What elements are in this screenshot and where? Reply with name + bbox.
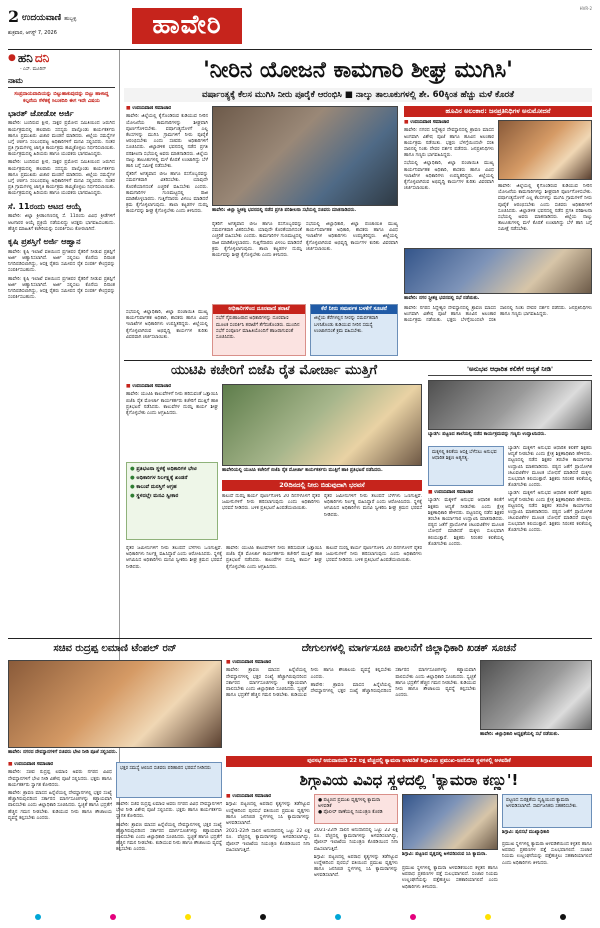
learning-reporter [428,490,504,496]
guidelines-reporter [226,660,476,666]
utp-text-2 [126,546,422,571]
bullet-icon: ■ [226,794,231,799]
bullet-icon: ■ [8,762,13,767]
camera-point-2: ● ಪೊಲೀಸ್ ಠಾಣೆಯಲ್ಲಿ ನಿಯಂತ್ರಣ ಕೊಠಡಿ [318,810,383,816]
guidelines-reporter-name: ಉದಯವಾಣಿ ಸಮಾಚಾರ [232,660,272,665]
temple-run-para-4: ಹಾವೇರಿ: ಶ್ರಾವಣ ಮಾಸದ ಹಿನ್ನೆಲೆಯಲ್ಲಿ ದೇವಸ್ಥಾನಗಳಲ್ಲಿ ಭಕ್ತರ ಸಂಖ್ಯೆ ಹೆಚ್ಚಾಗಿರುವುದರಿಂದ ಸರ್ಕಾರದ ಮಾರ್ಗಸೂಚಿಗಳನ್ನು ಕಡ್ಡಾಯವಾಗಿ ಪಾಲಿಸಬೇಕು ಎಂದು ಜಿಲ್ಲಾಧಿಕಾರಿ ಸೂಚಿಸಿದರು. ಸ್ವಚ್ಛತೆ ಹಾಗೂ ಭದ್ರತೆಗೆ ಹೆಚ್ಚಿನ ಗಮನ ನೀಡಬೇಕು. ಕುಡಿಯುವ ನೀರು ಹಾಗೂ ಶೌಚಾಲಯ ವ್ಯವಸ್ಥೆ ಕಲ್ಪಿಸಬೇಕು ಎಂದರು. [116,822,222,853]
camera-col-4 [502,842,592,908]
guidelines-caption: ಹಾವೇರಿ: ಜಿಲ್ಲಾಧಿಕಾರಿ ಅಧ್ಯಕ್ಷತೆಯಲ್ಲಿ ಸಭೆ ನಡೆಯಿತು. [480,732,560,737]
camera-para-5: ಪ್ರಮುಖ ಸ್ಥಳಗಳಲ್ಲಿ ಕ್ಯಾಮರಾ ಅಳವಡಿಕೆಯಿಂದ ಕಳ್ಳತನ ಹಾಗೂ ಅಪರಾಧ ಪ್ರಕರಣಗಳ ಪತ್ತೆ ಸುಲಭವಾಗಲಿದೆ. ಸಂಚಾರ ನಿಯಮ ಉಲ್ಲಂಘನೆಯನ್ನು ಪತ್ತೆಹಚ್ಚಲು ಸಹಕಾರಿಯಾಗಲಿದೆ ಎಂದು ಅಧಿಕಾರಿಗಳು ತಿಳಿಸಿದರು. [402,866,498,890]
edition-title: ಹಾವೇರಿ [132,8,242,44]
temple-run-caption: ಹಾವೇರಿ: ನಗರದ ದೇವಸ್ಥಾನಗಳಿಗೆ ಸಚಿವರು ಭೇಟಿ ನೀಡಿ ಪೂಜೆ ಸಲ್ಲಿಸಿದರು. [8,750,118,755]
hani-quote: ಸಂಪ್ರದಾಯವಾದಿಯನ್ನು ಬಿಟ್ಟುಹಾಕುವುದನ್ನು ಬಿಟ್ಟು ಹಾಳಾದ್ದ ಕಲ್ಪನೆಯ ಸೆಳೆತಕ್ಕೆ ಸಿಲುಕದಿರಿ ಈಗ ಇದೇ ವಿಷಯ [14,91,109,104]
right-top-photo [498,120,592,180]
utp-para-2: ರೈತರ ಜಮೀನುಗಳಿಗೆ ನೀರು ತಲುಪದೆ ಬೆಳೆಗಳು ಒಣಗುತ್ತಿವೆ. ಅಧಿಕಾರಿಗಳು ನಿರ್ಲಕ್ಷ್ಯ ವಹಿಸಿದ್ದಾರೆ ಎಂದು ಆರೋಪಿಸಿದರು. ಸ್ಥಳಕ್ಕೆ ಆಗಮಿಸಿದ ಅಧಿಕಾರಿಗಳು ಮನವಿ ಸ್ವೀಕರಿಸಿ ಶೀಘ್ರ ಕ್ರಮದ ಭರವಸೆ ನೀಡಿದರು. [126,546,222,570]
registration-marks [0,912,600,922]
utp-col-lower [126,546,422,634]
black-mark-icon [560,914,566,920]
magenta-mark-icon [110,914,116,920]
paper-suffix: ಹುಬ್ಬಳ್ಳಿ [64,16,77,22]
learning-quote-box [428,446,504,486]
cyan-mark-icon [35,914,41,920]
hani-byline: - ಎಸ್. ಮೂರಿನ್ [20,67,47,73]
learning-text-1 [428,498,504,548]
water-promise-text-col [222,494,422,544]
utp-protest-headline: ಯುಟಿಪಿ ಕಚೇರಿಗೆ ಬಿಜೆಪಿ ರೈತ ಮೋರ್ಚಾ ಮುತ್ತಿಗೆ [170,363,378,378]
bullet-icon: ■ [226,660,231,665]
cyan-mark-icon [335,914,341,920]
bullet-dot-icon: ● [130,493,135,500]
right-top-caption: ಹಾವೇರಿ: ನಗರ ಸ್ತ್ರೀಶಕ್ತಿ ಭವನದಲ್ಲಿ ಸಭೆ ನಡೆಯಿತು. [404,296,480,301]
temple-run-headline: ಸಚಿವ ರುದ್ರಪ್ಪ ಲಮಾಣಿ ಟೆಂಪಲ್ ರನ್ [53,643,177,654]
dateline: ಶುಕ್ರವಾರ, ಆಗಸ್ಟ್ 7, 2026 [8,30,57,36]
hani-label: ಹನಿ [17,51,33,65]
officials-call-title: ಅಧಿಕಾರಿಗಳಿಂದ ದೂರವಾಣಿ ತರಾಟೆ [213,305,305,314]
paper-name [22,12,76,24]
main-headline: 'ನೀರಿನ ಯೋಜನೆ ಕಾಮಗಾರಿ ಶೀಘ್ರ ಮುಗಿಸಿ' [203,58,513,83]
water-promise-banner: 20ದಿನದಲ್ಲಿ ನೀರು ಬಿಡುವುದಾಗಿ ಭರವಸೆ [222,480,422,491]
utp-highlight-3-text: ಕಾಲುವೆ ದುರಸ್ತಿಗೆ ಆಗ್ರಹ [136,484,177,491]
lake-water-box [310,304,398,356]
learning-reporter-name: ಉದಯವಾಣಿ ಸಮಾಚಾರ [434,490,474,495]
magenta-mark-icon [410,914,416,920]
utp-col-1 [126,384,218,456]
water-promise-para: ಕಾಲುವೆ ದುರಸ್ತಿ ಕಾರ್ಯ ಪೂರ್ಣಗೊಳಿಸಿ 20 ದಿನಗಳೊಳಗೆ ರೈತರ ಜಮೀನುಗಳಿಗೆ ನೀರು ಹರಿಸಲಾಗುವುದು ಎಂದು ಅಧಿಕಾರಿಗಳು ಭರವಸೆ ನೀಡಿದರು. ಬಳಿಕ ಪ್ರತಿಭಟನೆ ಹಿಂಪಡೆಯಲಾಯಿತು. [222,494,320,512]
camera-para-6: ಪ್ರಮುಖ ಸ್ಥಳಗಳಲ್ಲಿ ಕ್ಯಾಮರಾ ಅಳವಡಿಕೆಯಿಂದ ಕಳ್ಳತನ ಹಾಗೂ ಅಪರಾಧ ಪ್ರಕರಣಗಳ ಪತ್ತೆ ಸುಲಭವಾಗಲಿದೆ. ಸಂಚಾರ ನಿಯಮ ಉಲ್ಲಂಘನೆಯನ್ನು ಪತ್ತೆಹಚ್ಚಲು ಸಹಕಾರಿಯಾಗಲಿದೆ ಎಂದು ಅಧಿಕಾರಿಗಳು ತಿಳಿಸಿದರು. [502,842,592,866]
utp-highlight-1-text: ಪ್ರತಿಭಟನಾ ಸ್ಥಳಕ್ಕೆ ಅಧಿಕಾರಿಗಳ ಭೇಟಿ [136,466,197,472]
utp-photo-caption: ಹಾವೇರಿಯಲ್ಲಿ ಯುಟಿಪಿ ಕಚೇರಿಗೆ ಬಿಜೆಪಿ ರೈತ ಮೋರ್ಚಾ ಕಾರ್ಯಕರ್ತರು ಮುತ್ತಿಗೆ ಹಾಕಿ ಪ್ರತಿಭಟನೆ ನಡೆಸಿದರು. [222,468,383,473]
utp-text-1 [126,392,218,417]
camera-photo [402,794,498,850]
camera-headline: ಶಿಗ್ಗಾವಿಯ ವಿವಿಧ ಸ್ಥಳದಲ್ಲಿ 'ಕ್ಯಾಮರಾ ಕಣ್ಣು'! [299,771,519,789]
temple-run-reporter-name: ಉದಯವಾಣಿ ಸಮಾಚಾರ [14,762,54,767]
temple-run-col-2 [116,802,222,908]
main-reporter [126,106,208,112]
left-section-2-para: ಹಾವೇರಿ: ಜಿಲ್ಲಾ ಕ್ರೀಡಾಂಗಣದಲ್ಲಿ ಸೆ. 11ರಂದು ವಿವಿಧ ಕ್ರೀಡೆಗಳಿಗೆ ಆಟಗಾರರ ಆಯ್ಕೆ ಪ್ರಕ್ರಿಯೆ ನಡೆಯಲಿದ್ದು ಆಸಕ್ತರು ಭಾಗವಹಿಸಬಹುದು. ಹೆಚ್ಚಿನ ಮಾಹಿತಿಗೆ ಕಚೇರಿಯನ್ನು ಸಂಪರ್ಕಿಸಲು ಕೋರಲಾಗಿದೆ. [8,214,115,232]
right-top-col-2-para: ಹಾವೇರಿ: ಜಿಲ್ಲೆಯಲ್ಲಿ ಕೈಗೊಂಡಿರುವ ಕುಡಿಯುವ ನೀರಿನ ಯೋಜನೆಯ ಕಾಮಗಾರಿಗಳನ್ನು ಶೀಘ್ರವಾಗಿ ಪೂರ್ಣಗೊಳಿಸಬೇಕು. ವರ್ಷಾಂತ್ಯದೊಳಗೆ ಎಲ್ಲ ಕೆಲಸಗಳನ್ನು ಮುಗಿಸಿ ಗ್ರಾಮಗಳಿಗೆ ನೀರು ಪೂರೈಕೆ ಆರಂಭಿಸಬೇಕು ಎಂದು ಸಚಿವರು ಅಧಿಕಾರಿಗಳಿಗೆ ಸೂಚಿಸಿದರು. ಜಿಲ್ಲಾಡಳಿತ ಭವನದಲ್ಲಿ ನಡೆದ ಪ್ರಗತಿ ಪರಿಶೀಲನಾ ಸಭೆಯಲ್ಲಿ ಅವರು ಮಾತನಾಡಿದರು. ಜಿಲ್ಲೆಯ ನಾಲ್ಕು ತಾಲೂಕುಗಳಲ್ಲಿ ಮಳೆ ಕೊರತೆ ಉಂಟಾಗಿದ್ದು ಬೆಳೆ ಹಾನಿ ಬಗ್ಗೆ ಸಮೀಕ್ಷೆ ನಡೆಸಬೇಕು. [498,184,592,233]
right-top-para: ಹಾವೇರಿ: ನಗರದ ಸಿದ್ದೇಶ್ವರ ದೇವಸ್ಥಾನದಲ್ಲಿ ಶ್ರಾವಣ ಮಾಸದ ಅಂಗವಾಗಿ ವಿಶೇಷ ಪೂಜೆ ಹಾಗೂ ಹೂವಿನ ಅಲಂಕಾರ ಕಾರ್ಯಕ್ರಮ ನಡೆಯಿತು. ಭಕ್ತರು ಬೆಳಗ್ಗೆಯಿಂದಲೇ ಸರತಿ ಸಾಲಿನಲ್ಲಿ ನಿಂತು ದೇವರ ದರ್ಶನ ಪಡೆದರು. ಜನಪ್ರತಿನಿಧಿಗಳು ಹಾಗೂ ಗಣ್ಯರು ಭಾಗವಹಿಸಿದ್ದರು. [404,128,494,159]
bullet-icon: ■ [126,106,131,111]
right-top-photo-2 [404,248,592,294]
utp-para-1: ಹಾವೇರಿ: ಯುಟಿಪಿ ಕಾಲುವೆಗಳಿಗೆ ನೀರು ಹರಿಸುವಂತೆ ಒತ್ತಾಯಿಸಿ ಬಿಜೆಪಿ ರೈತ ಮೋರ್ಚಾ ಕಾರ್ಯಕರ್ತರು ಕಚೇರಿಗೆ ಮುತ್ತಿಗೆ ಹಾಕಿ ಪ್ರತಿಭಟನೆ ನಡೆಸಿದರು. ಕಾಲುವೆಗಳ ದುರಸ್ತಿ ಕಾರ್ಯ ಶೀಘ್ರ ಕೈಗೊಳ್ಳಬೇಕು ಎಂದು ಆಗ್ರಹಿಸಿದರು. [126,392,218,417]
camera-para-1: ಶಿಗ್ಗಾವಿ: ಪಟ್ಟಣದಲ್ಲಿ ಅಪರಾಧ ಕೃತ್ಯಗಳನ್ನು ತಡೆಗಟ್ಟುವ ಉದ್ದೇಶದಿಂದ ಪುರಸಭೆ ವತಿಯಿಂದ ಪ್ರಮುಖ ವೃತ್ತಗಳು ಹಾಗೂ ಜನನಿಬಿಡ ಸ್ಥಳಗಳಲ್ಲಿ ಸಿಸಿ ಕ್ಯಾಮರಾಗಳನ್ನು ಅಳವಡಿಸಲಾಗಿದೆ. [226,802,310,827]
main-col-1b-para: ಸಭೆಯಲ್ಲಿ ಜಿಲ್ಲಾಧಿಕಾರಿ, ಜಿಲ್ಲಾ ಪಂಚಾಯಿತಿ ಮುಖ್ಯ ಕಾರ್ಯನಿರ್ವಾಹಕ ಅಧಿಕಾರಿ, ಶಾಸಕರು ಹಾಗೂ ವಿವಿಧ ಇಲಾಖೆಗಳ ಅಧಿಕಾರಿಗಳು ಉಪಸ್ಥಿತರಿದ್ದರು. ಜಿಲ್ಲೆಯಲ್ಲಿ ಕೈಗೊಳ್ಳಲಾಗಿರುವ ಅಭಿವೃದ್ಧಿ ಕಾರ್ಯಗಳ ಕುರಿತು ವಿವರವಾಗಿ ಚರ್ಚಿಸಲಾಯಿತು. [126,310,208,340]
left-section-3-title: ಕೃಷಿ ಪ್ರಶಸ್ತಿಗೆ ಅರ್ಜಿ ಆಹ್ವಾನ [8,236,81,246]
main-story-col-1 [126,106,208,306]
utp-protest-photo [222,384,422,466]
left-section-1-para-2: ಹಾವೇರಿ: ಬಂದಿರುವ ಕ್ಷೀರ, ಸಾಕ್ಷರ ಪ್ರಮೋದ ಸಮಿತಿಯಿಂದ ಜರುಗಿದ ಕಾರ್ಯಕ್ರಮದಲ್ಲಿ ಹಲವಾರು ಸದಸ್ಯರು ಪಾಲ್ಗೊಂಡು ಕಾರ್ಯಕರ್ತರು ಹಾಗೂ ಪ್ರಮುಖರು ವಿಚಾರ ಮಂಡನೆ ಮಾಡಿದರು. ಜಿಲ್ಲೆಯ ಸಮಸ್ಯೆಗಳ ಬಗ್ಗೆ ಚರ್ಚಿಸಿ ಸಂಬಂಧಪಟ್ಟ ಅಧಿಕಾರಿಗಳಿಗೆ ಮನವಿ ಸಲ್ಲಿಸಿದರು. ನಂತರ ಪ್ರತಿ ಗ್ರಾಮಗಳಲ್ಲಿ ಜಾಗೃತಿ ಕಾರ್ಯಕ್ರಮ ಹಮ್ಮಿಕೊಳ್ಳಲು ನಿರ್ಧರಿಸಲಾಯಿತು. ಕಾರ್ಯಕ್ರಮದಲ್ಲಿ ಹಿರಿಯರು ಹಾಗೂ ಯುವಕರು ಭಾಗವಹಿಸಿದ್ದರು. [8,160,115,197]
camera-caption: ಶಿಗ್ಗಾವಿ: ಪಟ್ಟಣದ ವೃತ್ತದಲ್ಲಿ ಅಳವಡಿಸಿರುವ ಸಿಸಿ ಕ್ಯಾಮರಾ. [402,852,487,857]
left-section-3-para-2: ಹಾವೇರಿ: ಕೃಷಿ ಇಲಾಖೆ ವತಿಯಿಂದ ಪ್ರಗತಿಪರ ರೈತರಿಗೆ ನೀಡುವ ಪ್ರಶಸ್ತಿಗೆ ಅರ್ಜಿ ಆಹ್ವಾನಿಸಲಾಗಿದೆ. ಅರ್ಜಿ ಸಲ್ಲಿಸಲು ಕೊನೆಯ ದಿನಾಂಕ ನಿಗದಿಪಡಿಸಲಾಗಿದ್ದು, ಆಸಕ್ತ ರೈತರು ಸಮೀಪದ ರೈತ ಸಂಪರ್ಕ ಕೇಂದ್ರವನ್ನು ಸಂಪರ್ಕಿಸಬಹುದು. [8,276,115,301]
left-section-2-text [8,214,115,233]
main-col-1-para-2: ರೈತರಿಗೆ ಅಗತ್ಯವಾದ ಬೀಜ ಹಾಗೂ ರಸಗೊಬ್ಬರವನ್ನು ಸಮರ್ಪಕವಾಗಿ ವಿತರಿಸಬೇಕು. ಯಾವುದೇ ಕೊರತೆಯಾಗದಂತೆ ಎಚ್ಚರಿಕೆ ವಹಿಸಬೇಕು ಎಂದರು. ಕಾಮಗಾರಿಗಳ ಗುಣಮಟ್ಟದಲ್ಲಿ ರಾಜಿ ಮಾಡಿಕೊಳ್ಳಬಾರದು. ಗುತ್ತಿಗೆದಾರರು ವಿಳಂಬ ಮಾಡಿದರೆ ಕ್ರಮ ಕೈಗೊಳ್ಳಲಾಗುವುದು. ಶಾಲಾ ಕಟ್ಟಡಗಳ ದುರಸ್ತಿ ಕಾರ್ಯವನ್ನು ಶೀಘ್ರ ಕೈಗೊಳ್ಳಬೇಕು ಎಂದು ತಿಳಿಸಿದರು. [126,172,208,215]
learning-headline: 'ಅನುಭವ ಆಧಾರಿತ ಕಲಿಕೆಗೆ ಆದ್ಯತೆ ನೀಡಿ' [428,362,592,376]
main-story-photo [212,106,398,206]
camera-para-3: 2021-22ನೇ ಸಾಲಿನ ಅನುದಾನದಲ್ಲಿ ಒಟ್ಟು 22 ಲಕ್ಷ ರೂ. ವೆಚ್ಚದಲ್ಲಿ ಕ್ಯಾಮರಾಗಳನ್ನು ಅಳವಡಿಸಲಾಗಿದ್ದು, ಪೊಲೀಸ್ ಇಲಾಖೆಯ ನಿಯಂತ್ರಣ ಕೊಠಡಿಯಿಂದ ನಿಗಾ ವಹಿಸಲಾಗುತ್ತಿದೆ. [314,828,398,852]
utp-para-3: ಹಾವೇರಿ: ಯುಟಿಪಿ ಕಾಲುವೆಗಳಿಗೆ ನೀರು ಹರಿಸುವಂತೆ ಒತ್ತಾಯಿಸಿ ಬಿಜೆಪಿ ರೈತ ಮೋರ್ಚಾ ಕಾರ್ಯಕರ್ತರು ಕಚೇರಿಗೆ ಮುತ್ತಿಗೆ ಹಾಕಿ ಪ್ರತಿಭಟನೆ ನಡೆಸಿದರು. ಕಾಲುವೆಗಳ ದುರಸ್ತಿ ಕಾರ್ಯ ಶೀಘ್ರ ಕೈಗೊಳ್ಳಬೇಕು ಎಂದು ಆಗ್ರಹಿಸಿದರು. [226,546,322,570]
right-top-col-3-para: ಹಾವೇರಿ: ನಗರದ ಸಿದ್ದೇಶ್ವರ ದೇವಸ್ಥಾನದಲ್ಲಿ ಶ್ರಾವಣ ಮಾಸದ ಅಂಗವಾಗಿ ವಿಶೇಷ ಪೂಜೆ ಹಾಗೂ ಹೂವಿನ ಅಲಂಕಾರ ಕಾರ್ಯಕ್ರಮ ನಡೆಯಿತು. ಭಕ್ತರು ಬೆಳಗ್ಗೆಯಿಂದಲೇ ಸರತಿ ಸಾಲಿನಲ್ಲಿ ನಿಂತು ದೇವರ ದರ್ಶನ ಪಡೆದರು. ಜನಪ್ರತಿನಿಧಿಗಳು ಹಾಗೂ ಗಣ್ಯರು ಭಾಗವಹಿಸಿದ್ದರು. [404,306,592,324]
learning-para-1: ಬ್ಯಾಡಗಿ: ಮಕ್ಕಳಿಗೆ ಅನುಭವ ಆಧಾರಿತ ಕಲಿಕೆಗೆ ಶಿಕ್ಷಕರು ಆದ್ಯತೆ ನೀಡಬೇಕು ಎಂದು ಕ್ಷೇತ್ರ ಶಿಕ್ಷಣಾಧಿಕಾರಿ ಹೇಳಿದರು. ಪಟ್ಟಣದಲ್ಲಿ ನಡೆದ ಶಿಕ್ಷಕರ ತರಬೇತಿ ಕಾರ್ಯಾಗಾರ ಉದ್ಘಾಟಿಸಿ ಮಾತನಾಡಿದರು. ಪಠ್ಯದ ಜತೆಗೆ ಪ್ರಾಯೋಗಿಕ ಚಟುವಟಿಕೆಗಳ ಮೂಲಕ ಬೋಧನೆ ಮಾಡಿದರೆ ಮಕ್ಕಳು ಸುಲಭವಾಗಿ ಕಲಿಯುತ್ತಾರೆ. ಶಿಕ್ಷಕರು ನಿರಂತರ ಕಲಿಕೆಯಲ್ಲಿ ತೊಡಗಬೇಕು ಎಂದರು. [428,498,504,547]
temple-run-box-text: ಭಕ್ತರ ಸಮಸ್ಯೆ ಆಲಿಸಿದ ಸಚಿವರು ಪರಿಹಾರದ ಭರವಸೆ ನೀಡಿದರು [120,766,211,771]
camera-points-box [314,794,398,824]
camera-point-2-text: ಪೊಲೀಸ್ ಠಾಣೆಯಲ್ಲಿ ನಿಯಂತ್ರಣ ಕೊಠಡಿ [323,810,383,816]
camera-text-2 [314,828,398,880]
right-top-col-2 [498,184,592,246]
namu-title: ನಾಮ [8,76,115,88]
utp-highlight-2 [130,475,214,482]
temple-run-text-2 [116,802,222,854]
camera-col-1 [226,794,310,908]
section-rule-2 [8,638,592,639]
main-col-2-para: ರೈತರಿಗೆ ಅಗತ್ಯವಾದ ಬೀಜ ಹಾಗೂ ರಸಗೊಬ್ಬರವನ್ನು ಸಮರ್ಪಕವಾಗಿ ವಿತರಿಸಬೇಕು. ಯಾವುದೇ ಕೊರತೆಯಾಗದಂತೆ ಎಚ್ಚರಿಕೆ ವಹಿಸಬೇಕು ಎಂದರು. ಕಾಮಗಾರಿಗಳ ಗುಣಮಟ್ಟದಲ್ಲಿ ರಾಜಿ ಮಾಡಿಕೊಳ್ಳಬಾರದು. ಗುತ್ತಿಗೆದಾರರು ವಿಳಂಬ ಮಾಡಿದರೆ ಕ್ರಮ ಕೈಗೊಳ್ಳಲಾಗುವುದು. ಶಾಲಾ ಕಟ್ಟಡಗಳ ದುರಸ್ತಿ ಕಾರ್ಯವನ್ನು ಶೀಘ್ರ ಕೈಗೊಳ್ಳಬೇಕು ಎಂದು ತಿಳಿಸಿದರು. [212,222,302,258]
right-top-col-3 [404,306,592,358]
learning-para-3: ಬ್ಯಾಡಗಿ: ಮಕ್ಕಳಿಗೆ ಅನುಭವ ಆಧಾರಿತ ಕಲಿಕೆಗೆ ಶಿಕ್ಷಕರು ಆದ್ಯತೆ ನೀಡಬೇಕು ಎಂದು ಕ್ಷೇತ್ರ ಶಿಕ್ಷಣಾಧಿಕಾರಿ ಹೇಳಿದರು. ಪಟ್ಟಣದಲ್ಲಿ ನಡೆದ ಶಿಕ್ಷಕರ ತರಬೇತಿ ಕಾರ್ಯಾಗಾರ ಉದ್ಘಾಟಿಸಿ ಮಾತನಾಡಿದರು. ಪಠ್ಯದ ಜತೆಗೆ ಪ್ರಾಯೋಗಿಕ ಚಟುವಟಿಕೆಗಳ ಮೂಲಕ ಬೋಧನೆ ಮಾಡಿದರೆ ಮಕ್ಕಳು ಸುಲಭವಾಗಿ ಕಲಿಯುತ್ತಾರೆ. ಶಿಕ್ಷಕರು ನಿರಂತರ ಕಲಿಕೆಯಲ್ಲಿ ತೊಡಗಬೇಕು ಎಂದರು. [508,491,592,534]
temple-run-box [116,762,222,798]
paper-title: ಉದಯವಾಣಿ [22,13,62,23]
temple-run-para-3: ಹಾವೇರಿ: ಸಚಿವ ರುದ್ರಪ್ಪ ಲಮಾಣಿ ಅವರು ನಗರದ ವಿವಿಧ ದೇವಸ್ಥಾನಗಳಿಗೆ ಭೇಟಿ ನೀಡಿ ವಿಶೇಷ ಪೂಜೆ ಸಲ್ಲಿಸಿದರು. ಭಕ್ತರು ಹಾಗೂ ಕಾರ್ಯಕರ್ತರು ಸ್ವಾಗತ ಕೋರಿದರು. [116,802,222,820]
left-section-3-para: ಹಾವೇರಿ: ಕೃಷಿ ಇಲಾಖೆ ವತಿಯಿಂದ ಪ್ರಗತಿಪರ ರೈತರಿಗೆ ನೀಡುವ ಪ್ರಶಸ್ತಿಗೆ ಅರ್ಜಿ ಆಹ್ವಾನಿಸಲಾಗಿದೆ. ಅರ್ಜಿ ಸಲ್ಲಿಸಲು ಕೊನೆಯ ದಿನಾಂಕ ನಿಗದಿಪಡಿಸಲಾಗಿದ್ದು, ಆಸಕ್ತ ರೈತರು ಸಮೀಪದ ರೈತ ಸಂಪರ್ಕ ಕೇಂದ್ರವನ್ನು ಸಂಪರ್ಕಿಸಬಹುದು. [8,249,115,274]
right-top-reporter [404,120,494,126]
left-section-1-para: ಹಾವೇರಿ: ಬಂದಿರುವ ಕ್ಷೀರ, ಸಾಕ್ಷರ ಪ್ರಮೋದ ಸಮಿತಿಯಿಂದ ಜರುಗಿದ ಕಾರ್ಯಕ್ರಮದಲ್ಲಿ ಹಲವಾರು ಸದಸ್ಯರು ಪಾಲ್ಗೊಂಡು ಕಾರ್ಯಕರ್ತರು ಹಾಗೂ ಪ್ರಮುಖರು ವಿಚಾರ ಮಂಡನೆ ಮಾಡಿದರು. ಜಿಲ್ಲೆಯ ಸಮಸ್ಯೆಗಳ ಬಗ್ಗೆ ಚರ್ಚಿಸಿ ಸಂಬಂಧಪಟ್ಟ ಅಧಿಕಾರಿಗಳಿಗೆ ಮನವಿ ಸಲ್ಲಿಸಿದರು. ನಂತರ ಪ್ರತಿ ಗ್ರಾಮಗಳಲ್ಲಿ ಜಾಗೃತಿ ಕಾರ್ಯಕ್ರಮ ಹಮ್ಮಿಕೊಳ್ಳಲು ನಿರ್ಧರಿಸಲಾಯಿತು. ಕಾರ್ಯಕ್ರಮದಲ್ಲಿ ಹಿರಿಯರು ಹಾಗೂ ಯುವಕರು ಭಾಗವಹಿಸಿದ್ದರು. [8,121,115,158]
guidelines-text [226,668,476,699]
learning-para-2: ಬ್ಯಾಡಗಿ: ಮಕ್ಕಳಿಗೆ ಅನುಭವ ಆಧಾರಿತ ಕಲಿಕೆಗೆ ಶಿಕ್ಷಕರು ಆದ್ಯತೆ ನೀಡಬೇಕು ಎಂದು ಕ್ಷೇತ್ರ ಶಿಕ್ಷಣಾಧಿಕಾರಿ ಹೇಳಿದರು. ಪಟ್ಟಣದಲ್ಲಿ ನಡೆದ ಶಿಕ್ಷಕರ ತರಬೇತಿ ಕಾರ್ಯಾಗಾರ ಉದ್ಘಾಟಿಸಿ ಮಾತನಾಡಿದರು. ಪಠ್ಯದ ಜತೆಗೆ ಪ್ರಾಯೋಗಿಕ ಚಟುವಟಿಕೆಗಳ ಮೂಲಕ ಬೋಧನೆ ಮಾಡಿದರೆ ಮಕ್ಕಳು ಸುಲಭವಾಗಿ ಕಲಿಯುತ್ತಾರೆ. ಶಿಕ್ಷಕರು ನಿರಂತರ ಕಲಿಕೆಯಲ್ಲಿ ತೊಡಗಬೇಕು ಎಂದರು. [508,446,592,489]
temple-run-reporter [8,762,112,768]
utp-highlight-1 [130,466,214,473]
utp-highlight-4 [130,493,214,500]
utp-highlight-3 [130,484,214,491]
learning-text-2 [508,446,592,535]
right-top-para-2: ಸಭೆಯಲ್ಲಿ ಜಿಲ್ಲಾಧಿಕಾರಿ, ಜಿಲ್ಲಾ ಪಂಚಾಯಿತಿ ಮುಖ್ಯ ಕಾರ್ಯನಿರ್ವಾಹಕ ಅಧಿಕಾರಿ, ಶಾಸಕರು ಹಾಗೂ ವಿವಿಧ ಇಲಾಖೆಗಳ ಅಧಿಕಾರಿಗಳು ಉಪಸ್ಥಿತರಿದ್ದರು. ಜಿಲ್ಲೆಯಲ್ಲಿ ಕೈಗೊಳ್ಳಲಾಗಿರುವ ಅಭಿವೃದ್ಧಿ ಕಾರ್ಯಗಳ ಕುರಿತು ವಿವರವಾಗಿ ಚರ್ಚಿಸಲಾಯಿತು. [404,161,494,192]
utp-para-4: ಕಾಲುವೆ ದುರಸ್ತಿ ಕಾರ್ಯ ಪೂರ್ಣಗೊಳಿಸಿ 20 ದಿನಗಳೊಳಗೆ ರೈತರ ಜಮೀನುಗಳಿಗೆ ನೀರು ಹರಿಸಲಾಗುವುದು ಎಂದು ಅಧಿಕಾರಿಗಳು ಭರವಸೆ ನೀಡಿದರು. ಬಳಿಕ ಪ್ರತಿಭಟನೆ ಹಿಂಪಡೆಯಲಾಯಿತು. [326,546,422,564]
left-section-2-title: ಸೆ. 11ರಂದು ಆಟದ ಆಯ್ಕೆ [8,201,82,211]
main-reporter-name: ಉದಯವಾಣಿ ಸಮಾಚಾರ [132,106,172,111]
camera-point-1: ● ಪಟ್ಟಣದ ಪ್ರಮುಖ ವೃತ್ತಗಳಲ್ಲಿ ಕ್ಯಾಮರಾ ಅಳವಡಿಕೆ [318,798,381,810]
temple-run-para: ಹಾವೇರಿ: ಸಚಿವ ರುದ್ರಪ್ಪ ಲಮಾಣಿ ಅವರು ನಗರದ ವಿವಿಧ ದೇವಸ್ಥಾನಗಳಿಗೆ ಭೇಟಿ ನೀಡಿ ವಿಶೇಷ ಪೂಜೆ ಸಲ್ಲಿಸಿದರು. ಭಕ್ತರು ಹಾಗೂ ಕಾರ್ಯಕರ್ತರು ಸ್ವಾಗತ ಕೋರಿದರು. [8,770,112,788]
lake-water-title: ಕೆರೆ ನೀರು ಸಮರ್ಪಕ ಬಳಕೆಗೆ ಸೂಚನೆ [311,305,397,314]
guidelines-col [226,660,476,752]
main-story-col-2 [212,222,302,306]
utp-highlights-box [126,462,218,540]
guidelines-para: ಹಾವೇರಿ: ಶ್ರಾವಣ ಮಾಸದ ಹಿನ್ನೆಲೆಯಲ್ಲಿ ದೇವಸ್ಥಾನಗಳಲ್ಲಿ ಭಕ್ತರ ಸಂಖ್ಯೆ ಹೆಚ್ಚಾಗಿರುವುದರಿಂದ ಸರ್ಕಾರದ ಮಾರ್ಗಸೂಚಿಗಳನ್ನು ಕಡ್ಡಾಯವಾಗಿ ಪಾಲಿಸಬೇಕು ಎಂದು ಜಿಲ್ಲಾಧಿಕಾರಿ ಸೂಚಿಸಿದರು. ಸ್ವಚ್ಛತೆ ಹಾಗೂ ಭದ್ರತೆಗೆ ಹೆಚ್ಚಿನ ಗಮನ ನೀಡಬೇಕು. ಕುಡಿಯುವ ನೀರು ಹಾಗೂ ಶೌಚಾಲಯ ವ್ಯವಸ್ಥೆ ಕಲ್ಪಿಸಬೇಕು ಎಂದರು. [226,668,392,699]
page-code: HVR-2 [579,6,592,11]
yellow-mark-icon [485,914,491,920]
right-top-col-1 [404,120,494,246]
bullet-dot-icon: ● [130,475,135,482]
bullet-icon: ■ [404,120,409,125]
camera-text-1 [226,802,310,854]
right-top-text [404,128,494,192]
bullet-icon: ■ [428,490,433,495]
main-col-1-text [126,114,208,215]
learning-caption: ಬ್ಯಾಡಗಿ: ಪಟ್ಟಣದ ಶಾಲೆಯಲ್ಲಿ ನಡೆದ ಕಾರ್ಯಕ್ರಮವನ್ನು ಗಣ್ಯರು ಉದ್ಘಾಟಿಸಿದರು. [428,432,546,437]
learning-col-2 [508,446,592,634]
camera-reporter [226,794,310,800]
utp-reporter-name: ಉದಯವಾಣಿ ಸಮಾಚಾರ [132,384,172,389]
camera-point-1-text: ಪಟ್ಟಣದ ಪ್ರಮುಖ ವೃತ್ತಗಳಲ್ಲಿ ಕ್ಯಾಮರಾ ಅಳವಡಿಕೆ [318,798,381,810]
yellow-mark-icon [185,914,191,920]
camera-text-3 [402,866,498,891]
right-top-col-2-text [498,184,592,234]
left-section-3-text [8,250,115,302]
right-top-col-3-text [404,306,592,325]
page-number: 2 [8,7,20,26]
main-story-col-3 [306,222,398,306]
bullet-dot-icon: ● [130,466,135,472]
temple-run-col-1 [8,762,112,908]
section-rule-1 [124,360,592,361]
main-photo-caption: ಹಾವೇರಿ: ಜಿಲ್ಲಾ ಸ್ತ್ರೀಶಕ್ತಿ ಭವನದಲ್ಲಿ ನಡೆದ ಪ್ರಗತಿ ಪರಿಶೀಲನಾ ಸಭೆಯಲ್ಲಿ ಸಚಿವರು ಮಾತನಾಡಿದರು. [212,208,357,213]
learning-col-1 [428,490,504,634]
main-col-3-para: ಸಭೆಯಲ್ಲಿ ಜಿಲ್ಲಾಧಿಕಾರಿ, ಜಿಲ್ಲಾ ಪಂಚಾಯಿತಿ ಮುಖ್ಯ ಕಾರ್ಯನಿರ್ವಾಹಕ ಅಧಿಕಾರಿ, ಶಾಸಕರು ಹಾಗೂ ವಿವಿಧ ಇಲಾಖೆಗಳ ಅಧಿಕಾರಿಗಳು ಉಪಸ್ಥಿತರಿದ್ದರು. ಜಿಲ್ಲೆಯಲ್ಲಿ ಕೈಗೊಳ್ಳಲಾಗಿರುವ ಅಭಿವೃದ್ಧಿ ಕಾರ್ಯಗಳ ಕುರಿತು ವಿವರವಾಗಿ ಚರ್ಚಿಸಲಾಯಿತು. [306,222,398,252]
learning-photo [428,380,592,430]
camera-banner: ಪುರಸಭೆ ಅನುದಾನದಡಿ 22 ಲಕ್ಷ ವೆಚ್ಚದಲ್ಲಿ ಕ್ಯಾಮರಾ ಅಳವಡಿಕೆ ಶಿಗ್ಗಾವಿಯ ಪ್ರಮುಖ-ಜನನಿಬಿಡ ಸ್ಥಳಗಳಲ್ಲಿ ಅಳವಡಿಕೆ [226,756,592,767]
guidelines-headline: ದೇಗುಲಗಳಲ್ಲಿ ಮಾರ್ಗಸೂಚಿ ಪಾಲನೆಗೆ ಜಿಲ್ಲಾಧಿಕಾರಿ ಖಡಕ್ ಸೂಚನೆ [301,643,517,654]
utp-highlight-2-text: ಅಧಿಕಾರಿಗಳ ನಿರ್ಲಕ್ಷ್ಯಕ್ಕೆ ಖಂಡನೆ [136,475,188,482]
officials-call-text: ಸಭೆಗೆ ಗೈರುಹಾಜರಾದ ಅಧಿಕಾರಿಗಳನ್ನು ದೂರವಾಣಿ ಮೂಲಕ ಸಂಪರ್ಕಿಸಿ ತರಾಟೆಗೆ ತೆಗೆದುಕೊಂಡರು. ಮುಂದಿನ ಸಭೆಗೆ ಸಂಪೂರ್ಣ ಮಾಹಿತಿಯೊಂದಿಗೆ ಹಾಜರಾಗುವಂತೆ ಸೂಚಿಸಿದರು. [216,316,300,340]
right-top-reporter-name: ಉದಯವಾಣಿ ಸಮಾಚಾರ [410,120,450,125]
camera-col-3 [402,866,498,908]
guidelines-para-2: ಹಾವೇರಿ: ಶ್ರಾವಣ ಮಾಸದ ಹಿನ್ನೆಲೆಯಲ್ಲಿ ದೇವಸ್ಥಾನಗಳಲ್ಲಿ ಭಕ್ತರ ಸಂಖ್ಯೆ ಹೆಚ್ಚಾಗಿರುವುದರಿಂದ ಸರ್ಕಾರದ ಮಾರ್ಗಸೂಚಿಗಳನ್ನು ಕಡ್ಡಾಯವಾಗಿ ಪಾಲಿಸಬೇಕು ಎಂದು ಜಿಲ್ಲಾಧಿಕಾರಿ ಸೂಚಿಸಿದರು. ಸ್ವಚ್ಛತೆ ಹಾಗೂ ಭದ್ರತೆಗೆ ಹೆಚ್ಚಿನ ಗಮನ ನೀಡಬೇಕು. ಕುಡಿಯುವ ನೀರು ಹಾಗೂ ಶೌಚಾಲಯ ವ್ಯವಸ್ಥೆ ಕಲ್ಪಿಸಬೇಕು ಎಂದರು. [310,668,476,699]
right-top-banner: ಹೂವಿನ ಅಲಂಕಾರ: ಜನಪ್ರತಿನಿಧಿಗಳ ಅನುಮೋದನೆ [404,106,592,117]
main-story-col-1b [126,310,208,358]
camera-reporter-name: ಉದಯವಾಣಿ ಸಮಾಚಾರ [232,794,272,799]
water-promise-para-2: ರೈತರ ಜಮೀನುಗಳಿಗೆ ನೀರು ತಲುಪದೆ ಬೆಳೆಗಳು ಒಣಗುತ್ತಿವೆ. ಅಧಿಕಾರಿಗಳು ನಿರ್ಲಕ್ಷ್ಯ ವಹಿಸಿದ್ದಾರೆ ಎಂದು ಆರೋಪಿಸಿದರು. ಸ್ಥಳಕ್ಕೆ ಆಗಮಿಸಿದ ಅಧಿಕಾರಿಗಳು ಮನವಿ ಸ್ವೀಕರಿಸಿ ಶೀಘ್ರ ಕ್ರಮದ ಭರವಸೆ ನೀಡಿದರು. [324,494,422,518]
masthead [8,6,592,48]
camera-official-caption: ಶಿಗ್ಗಾವಿ: ಪುರಸಭೆ ಮುಖ್ಯಾಧಿಕಾರಿ [502,830,550,835]
black-mark-icon [260,914,266,920]
hani-dani-logo [8,50,115,66]
learning-quote-text: ಮಕ್ಕಳಲ್ಲಿ ಕಲಿಕೆಯ ಆಸಕ್ತಿ ಬೆಳೆಸಲು ಅನುಭವ ಆಧಾರಿತ ಶಿಕ್ಷಣ ಅತ್ಯಗತ್ಯ. [432,450,497,462]
temple-run-text [8,770,112,822]
bullet-icon: ■ [126,384,131,389]
utp-highlight-4-text: ಸ್ಥಳದಲ್ಲೇ ಮನವಿ ಸ್ವೀಕಾರ [136,493,179,500]
left-section-1-text [8,121,115,197]
lake-water-text: ಜಿಲ್ಲೆಯ ಕೆರೆಗಳಲ್ಲಿನ ನೀರನ್ನು ಸಮರ್ಪಕವಾಗಿ ಬಳಸಿಕೊಂಡು ಕುಡಿಯುವ ನೀರಿನ ಸಮಸ್ಯೆ ಉಂಟಾಗದಂತೆ ಕ್ರಮ ವಹಿಸಬೇಕು. [314,316,379,334]
water-promise-text [222,494,422,519]
main-subhead: ವರ್ಷಾಂತ್ಯಕ್ಕೆ ಕೆಲಸ ಮುಗಿಸಿ ನೀರು ಪೂರೈಕೆ ಆರಂಭಿಸಿ ■ ನಾಲ್ಕು ತಾಲೂಕುಗಳಲ್ಲಿ ಶೇ. 60ಕ್ಕಿಂತ ಹೆಚ್ಚು ಮಳೆ ಕೊರತೆ [124,88,592,102]
temple-run-photo [8,660,222,748]
camera-text-4 [502,842,592,867]
temple-run-para-2: ಹಾವೇರಿ: ಶ್ರಾವಣ ಮಾಸದ ಹಿನ್ನೆಲೆಯಲ್ಲಿ ದೇವಸ್ಥಾನಗಳಲ್ಲಿ ಭಕ್ತರ ಸಂಖ್ಯೆ ಹೆಚ್ಚಾಗಿರುವುದರಿಂದ ಸರ್ಕಾರದ ಮಾರ್ಗಸೂಚಿಗಳನ್ನು ಕಡ್ಡಾಯವಾಗಿ ಪಾಲಿಸಬೇಕು ಎಂದು ಜಿಲ್ಲಾಧಿಕಾರಿ ಸೂಚಿಸಿದರು. ಸ್ವಚ್ಛತೆ ಹಾಗೂ ಭದ್ರತೆಗೆ ಹೆಚ್ಚಿನ ಗಮನ ನೀಡಬೇಕು. ಕುಡಿಯುವ ನೀರು ಹಾಗೂ ಶೌಚಾಲಯ ವ್ಯವಸ್ಥೆ ಕಲ್ಪಿಸಬೇಕು ಎಂದರು. [8,791,112,821]
main-col-1-para: ಹಾವೇರಿ: ಜಿಲ್ಲೆಯಲ್ಲಿ ಕೈಗೊಂಡಿರುವ ಕುಡಿಯುವ ನೀರಿನ ಯೋಜನೆಯ ಕಾಮಗಾರಿಗಳನ್ನು ಶೀಘ್ರವಾಗಿ ಪೂರ್ಣಗೊಳಿಸಬೇಕು. ವರ್ಷಾಂತ್ಯದೊಳಗೆ ಎಲ್ಲ ಕೆಲಸಗಳನ್ನು ಮುಗಿಸಿ ಗ್ರಾಮಗಳಿಗೆ ನೀರು ಪೂರೈಕೆ ಆರಂಭಿಸಬೇಕು ಎಂದು ಸಚಿವರು ಅಧಿಕಾರಿಗಳಿಗೆ ಸೂಚಿಸಿದರು. ಜಿಲ್ಲಾಡಳಿತ ಭವನದಲ್ಲಿ ನಡೆದ ಪ್ರಗತಿ ಪರಿಶೀಲನಾ ಸಭೆಯಲ್ಲಿ ಅವರು ಮಾತನಾಡಿದರು. ಜಿಲ್ಲೆಯ ನಾಲ್ಕು ತಾಲೂಕುಗಳಲ್ಲಿ ಮಳೆ ಕೊರತೆ ಉಂಟಾಗಿದ್ದು ಬೆಳೆ ಹಾನಿ ಬಗ್ಗೆ ಸಮೀಕ್ಷೆ ನಡೆಸಬೇಕು. [126,114,208,169]
officials-call-box [212,304,306,356]
camera-quote-text: ಪಟ್ಟಣದ ಸುರಕ್ಷತೆಯ ದೃಷ್ಟಿಯಿಂದ ಕ್ಯಾಮರಾ ಅಳವಡಿಸಲಾಗಿದೆ. ಸಾರ್ವಜನಿಕರು ಸಹಕರಿಸಬೇಕು. [506,798,578,810]
camera-para-4: ಶಿಗ್ಗಾವಿ: ಪಟ್ಟಣದಲ್ಲಿ ಅಪರಾಧ ಕೃತ್ಯಗಳನ್ನು ತಡೆಗಟ್ಟುವ ಉದ್ದೇಶದಿಂದ ಪುರಸಭೆ ವತಿಯಿಂದ ಪ್ರಮುಖ ವೃತ್ತಗಳು ಹಾಗೂ ಜನನಿಬಿಡ ಸ್ಥಳಗಳಲ್ಲಿ ಸಿಸಿ ಕ್ಯಾಮರಾಗಳನ್ನು ಅಳವಡಿಸಲಾಗಿದೆ. [314,854,398,879]
main-col-2-text [212,222,302,259]
utp-reporter [126,384,218,390]
main-col-3-text [306,222,398,253]
camera-col-2 [314,828,398,908]
dani-label: ದನಿ [34,51,50,65]
main-col-1b-text [126,310,208,341]
camera-quote-box [502,794,592,828]
drop-icon: ● [8,53,16,64]
left-section-1-title: ಭಾರತ್ ಜೋಡೋ ಅರ್ಜಿ [8,108,74,118]
guidelines-photo [480,660,592,730]
camera-para-2: 2021-22ನೇ ಸಾಲಿನ ಅನುದಾನದಲ್ಲಿ ಒಟ್ಟು 22 ಲಕ್ಷ ರೂ. ವೆಚ್ಚದಲ್ಲಿ ಕ್ಯಾಮರಾಗಳನ್ನು ಅಳವಡಿಸಲಾಗಿದ್ದು, ಪೊಲೀಸ್ ಇಲಾಖೆಯ ನಿಯಂತ್ರಣ ಕೊಠಡಿಯಿಂದ ನಿಗಾ ವಹಿಸಲಾಗುತ್ತಿದೆ. [226,829,310,853]
bullet-dot-icon: ● [130,484,135,491]
